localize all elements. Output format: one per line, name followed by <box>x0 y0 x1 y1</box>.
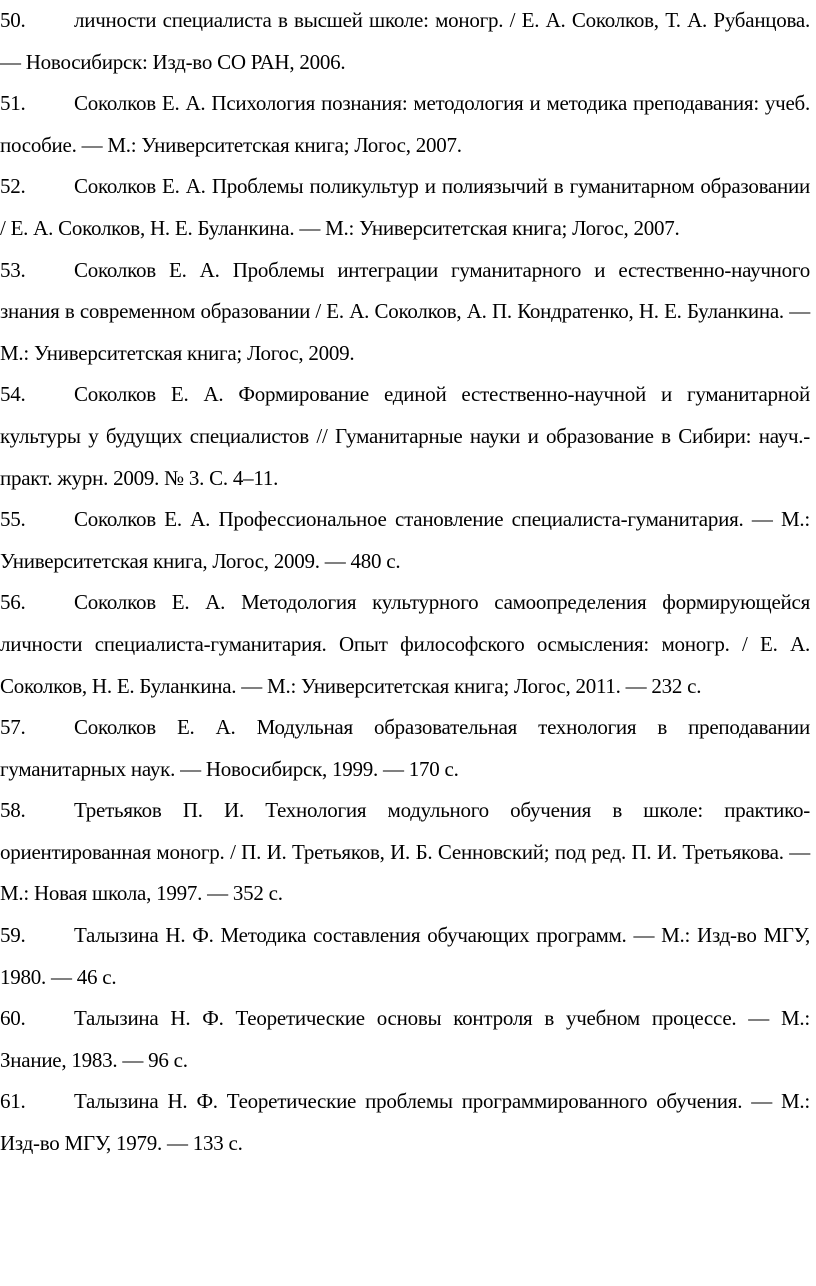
reference-number: 58. <box>0 798 26 823</box>
reference-item <box>0 83 810 166</box>
reference-text: Соколков Е. А. Формирование единой естественно-научной и гуманитарной культуры у будущих специалистов // Гуманитарные науки и образование в Сибири: науч.-практ. журн. 2009. № 3. С. 4–11. <box>0 382 810 490</box>
reference-item <box>0 0 810 83</box>
reference-item <box>0 250 810 375</box>
reference-text: Талызина Н. Ф. Теоретические проблемы программированного обучения. — М.: Изд-во МГУ, 1979. — 133 с. <box>0 1089 810 1156</box>
reference-number: 61. <box>0 1089 26 1114</box>
reference-item <box>0 1081 810 1164</box>
reference-text: Третьяков П. И. Технология модульного обучения в школе: практико-ориентированная моногр. / П. И. Третьяков, И. Б. Сенновский; под ред. П. И. Третьякова. — М.: Новая школа, 1997. — 352 с. <box>0 798 810 906</box>
reference-text: Соколков Е. А. Модульная образовательная технология в преподавании гуманитарных наук. — Новосибирск, 1999. — 170 с. <box>0 715 810 781</box>
reference-number: 52. <box>0 174 26 199</box>
reference-item <box>0 998 810 1081</box>
reference-item <box>0 790 810 915</box>
reference-item <box>0 374 810 499</box>
reference-text: Соколков Е. А. Проблемы интеграции гуманитарного и естественно-научного знания в современном образовании / Е. А. Соколков, А. П. Кондратенко, Н. Е. Буланкина. — М.: Университетская книга; Логос, 2009. <box>0 257 810 365</box>
reference-text: Соколков Е. А. Методология культурного самоопределения формирующейся личности специалиста-гуманитария. Опыт философского осмысления: моногр. / Е. А. Соколков, Н. Е. Буланкина. — М.: Университетская книга; Логос, 2011. — 232 с. <box>0 590 810 698</box>
reference-text: Соколков Е. А. Психология познания: методология и методика преподавания: учеб. пособие. — М.: Университетская книга; Логос, 2007. <box>0 91 810 157</box>
reference-item <box>0 707 810 790</box>
reference-text: личности специалиста в высшей школе: моногр. / Е. А. Соколков, Т. А. Рубанцова. — Новосибирск: Изд-во СО РАН, 2006. <box>0 8 810 74</box>
reference-number: 57. <box>0 715 26 740</box>
reference-text: Соколков Е. А. Проблемы поликультур и полиязычий в гуманитарном образовании / Е. А. Соколков, Н. Е. Буланкина. — М.: Университетская книга; Логос, 2007. <box>0 174 810 240</box>
reference-item <box>0 499 810 582</box>
reference-number: 56. <box>0 590 26 615</box>
reference-number: 51. <box>0 91 26 116</box>
reference-number: 53. <box>0 257 26 282</box>
reference-number: 55. <box>0 507 26 532</box>
reference-number: 50. <box>0 8 26 32</box>
reference-number: 60. <box>0 1006 26 1031</box>
reference-text: Талызина Н. Ф. Методика составления обучающих программ. — М.: Изд-во МГУ, 1980. — 46 с. <box>0 923 810 989</box>
reference-number: 54. <box>0 382 26 407</box>
reference-text: Соколков Е. А. Профессиональное становление специалиста-гуманитария. — М.: Университетская книга, Логос, 2009. — 480 с. <box>0 507 810 573</box>
reference-text: Талызина Н. Ф. Теоретические основы контроля в учебном процессе. — М.: Знание, 1983. — 96 с. <box>0 1006 810 1072</box>
reference-item <box>0 582 810 707</box>
reference-item <box>0 166 810 249</box>
reference-item <box>0 915 810 998</box>
reference-number: 59. <box>0 923 26 948</box>
